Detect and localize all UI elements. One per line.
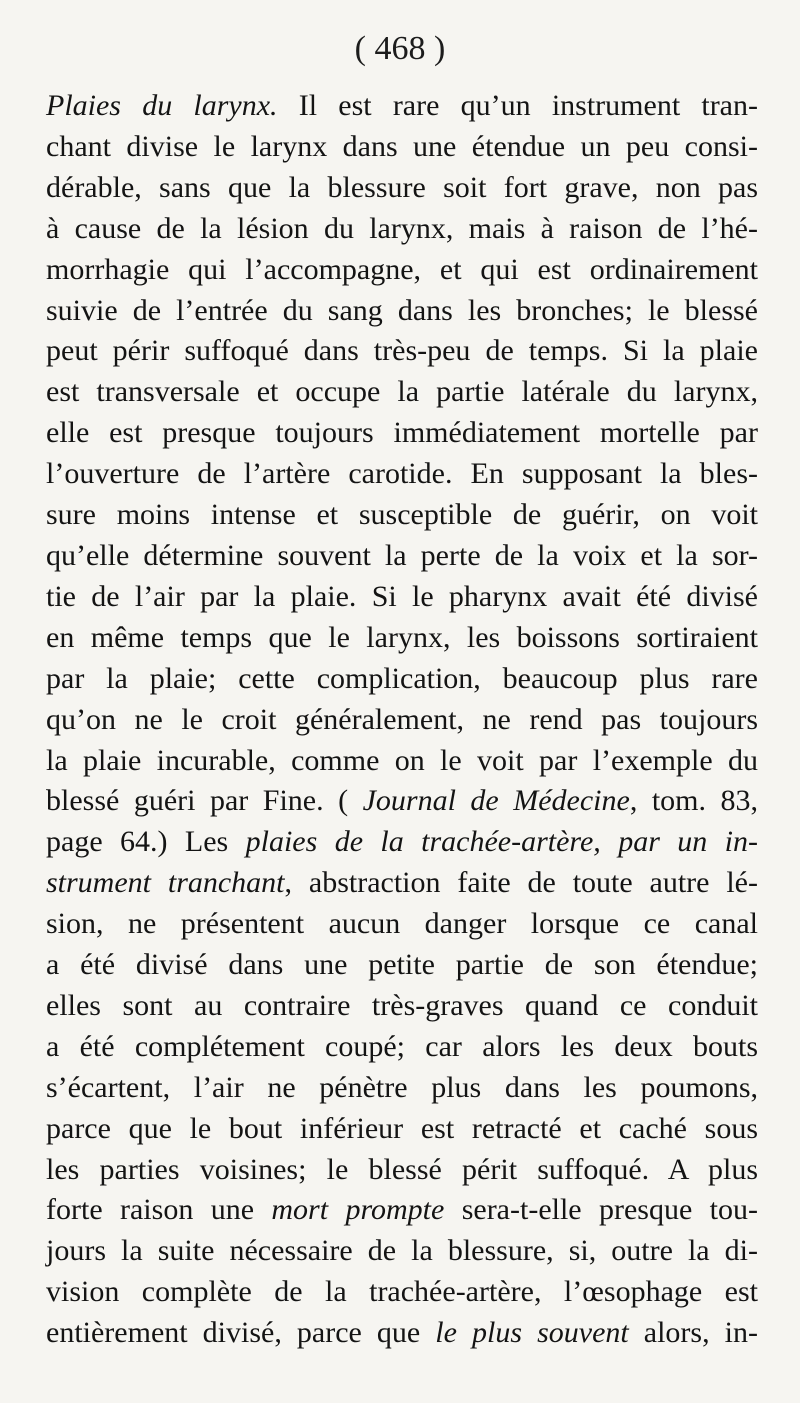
body-text (46, 86, 758, 1354)
text-run: tie de l’air par la plaie. Si le pharynx avait été divisé (46, 579, 758, 613)
text-line (46, 1109, 758, 1150)
text-run: blessé guéri par Fine. ( (46, 784, 363, 818)
text-run: qu’elle détermine souvent la perte de la voix et la sor- (46, 538, 758, 572)
text-line (46, 577, 758, 618)
text-run: elle est presque toujours immédiatement mortelle par (46, 416, 758, 450)
text-line (46, 822, 758, 863)
text-line (46, 536, 758, 577)
text-line (46, 781, 758, 822)
text-run: peut périr suffoqué dans très-peu de temps. Si la plaie (46, 334, 758, 368)
text-run: chant divise le larynx dans une étendue un peu consi- (46, 129, 758, 163)
text-line (46, 659, 758, 700)
text-line (46, 168, 758, 209)
text-run: , tom. 83, (629, 784, 758, 818)
page-number: ( 468 ) (354, 30, 446, 67)
text-run: a été divisé dans une petite partie de son étendue; (46, 948, 758, 982)
text-run: , abstraction faite de toute autre lé- (284, 866, 758, 900)
text-line (46, 1068, 758, 1109)
text-run: qu’on ne le croit généralement, ne rend pas toujours (46, 702, 758, 736)
text-line (46, 1190, 758, 1231)
text-line (46, 372, 758, 413)
text-run: jours la suite nécessaire de la blessure, si, outre la di- (46, 1234, 758, 1268)
text-run: parce que le bout inférieur est retracté et caché sous (46, 1111, 758, 1145)
text-run: entièrement divisé, parce que (46, 1316, 436, 1350)
text-run: alors, in- (628, 1316, 758, 1350)
italic-text: Journal de Médecine (362, 784, 630, 818)
text-line (46, 209, 758, 250)
italic-text: strument tranchant (46, 866, 285, 900)
text-line (46, 741, 758, 782)
text-run: dérable, sans que la blessure soit fort grave, non pas (46, 170, 758, 204)
text-run: vision complète de la trachée-artère, l’œsophage est (46, 1275, 758, 1309)
text-line (46, 1027, 758, 1068)
text-line (46, 291, 758, 332)
text-run: par la plaie; cette complication, beaucoup plus rare (46, 661, 758, 695)
text-line (46, 127, 758, 168)
text-run: sion, ne présentent aucun danger lorsque ce canal (46, 907, 758, 941)
text-line (46, 454, 758, 495)
text-line (46, 986, 758, 1027)
italic-text: Plaies du larynx. (46, 89, 278, 122)
text-line (46, 945, 758, 986)
text-run: sure moins intense et susceptible de guérir, on voit (46, 498, 758, 532)
text-run: s’écartent, l’air ne pénètre plus dans les poumons, (46, 1070, 758, 1104)
italic-text: mort prompte (271, 1193, 445, 1227)
text-line (46, 618, 758, 659)
text-run: Il est rare qu’un instrument tran- (277, 89, 758, 122)
text-line (46, 1272, 758, 1313)
italic-text: plaies de la trachée-artère, par un in- (245, 825, 758, 859)
text-line (46, 1231, 758, 1272)
text-line (46, 700, 758, 741)
text-line (46, 331, 758, 372)
text-run: est transversale et occupe la partie latérale du larynx, (46, 375, 758, 409)
text-run: en même temps que le larynx, les boissons sortiraient (46, 620, 758, 654)
text-run: suivie de l’entrée du sang dans les bronches; le blessé (46, 293, 758, 327)
text-line (46, 904, 758, 945)
text-run: morrhagie qui l’accompagne, et qui est ordinairement (46, 252, 758, 286)
text-run: elles sont au contraire très-graves quand ce conduit (46, 988, 758, 1022)
text-run: l’ouverture de l’artère carotide. En supposant la bles- (46, 457, 758, 491)
text-line (46, 1313, 758, 1354)
text-run: la plaie incurable, comme on le voit par l’exemple du (46, 743, 758, 777)
text-run: à cause de la lésion du larynx, mais à raison de l’hé- (46, 211, 758, 245)
text-line (46, 413, 758, 454)
text-run: a été complétement coupé; car alors les deux bouts (46, 1029, 758, 1063)
text-run: page 64.) Les (46, 825, 246, 859)
text-line (46, 863, 758, 904)
text-run: sera-t-elle presque tou- (444, 1193, 758, 1227)
text-run: les parties voisines; le blessé périt suffoqué. A plus (46, 1152, 758, 1186)
text-line (46, 495, 758, 536)
text-line (46, 1150, 758, 1191)
text-line (46, 86, 758, 127)
text-run: forte raison une (46, 1193, 272, 1227)
text-line (46, 250, 758, 291)
italic-text: le plus souvent (435, 1316, 629, 1350)
